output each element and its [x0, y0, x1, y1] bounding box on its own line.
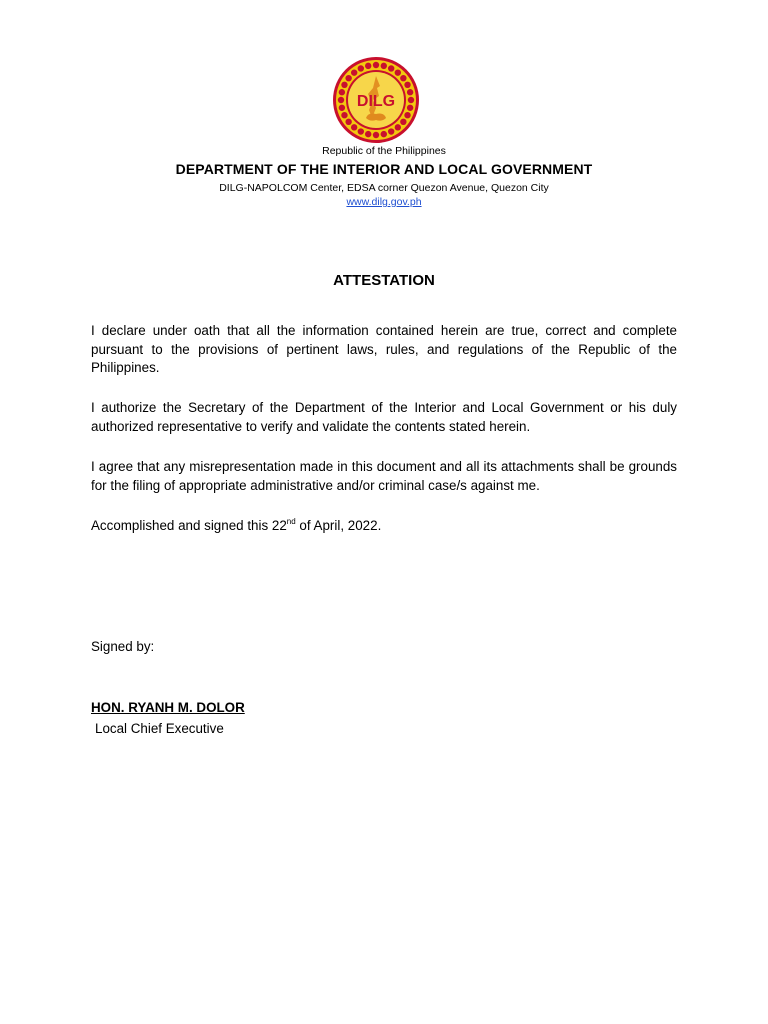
- misrepresentation-paragraph: I agree that any misrepresentation made in this document and all its attachments shall be grounds for the filing of appropriate administrative and/or criminal case/s against me.: [91, 459, 677, 493]
- accomplished-suffix: of April, 2022.: [295, 518, 382, 533]
- ordinal-suffix: nd: [286, 517, 296, 526]
- signer-title: Local Chief Executive: [95, 721, 224, 736]
- accomplished-paragraph: [91, 517, 677, 536]
- website-link[interactable]: www.dilg.gov.ph: [346, 196, 422, 208]
- dilg-seal-logo: [332, 56, 420, 144]
- document-title: ATTESTATION: [333, 272, 435, 289]
- website-line: [0, 196, 768, 208]
- country-line: Republic of the Philippines: [322, 145, 446, 157]
- signer-name: HON. RYANH M. DOLOR: [91, 700, 245, 715]
- seal-acronym: DILG: [356, 93, 396, 110]
- signed-by-label: Signed by:: [91, 639, 155, 654]
- department-name: DEPARTMENT OF THE INTERIOR AND LOCAL GOVERNMENT: [175, 161, 593, 177]
- oath-paragraph: I declare under oath that all the information contained herein are true, correct and complete pursuant to the provisions of pertinent laws, rules, and regulations of the Republic of the Philippines.: [91, 323, 677, 375]
- authorization-paragraph: I authorize the Secretary of the Department of the Interior and Local Government or his duly authorized representative to verify and validate the contents stated herein.: [91, 400, 677, 434]
- department-address: DILG-NAPOLCOM Center, EDSA corner Quezon Avenue, Quezon City: [219, 182, 549, 194]
- accomplished-prefix: Accomplished and signed this 22: [91, 518, 287, 533]
